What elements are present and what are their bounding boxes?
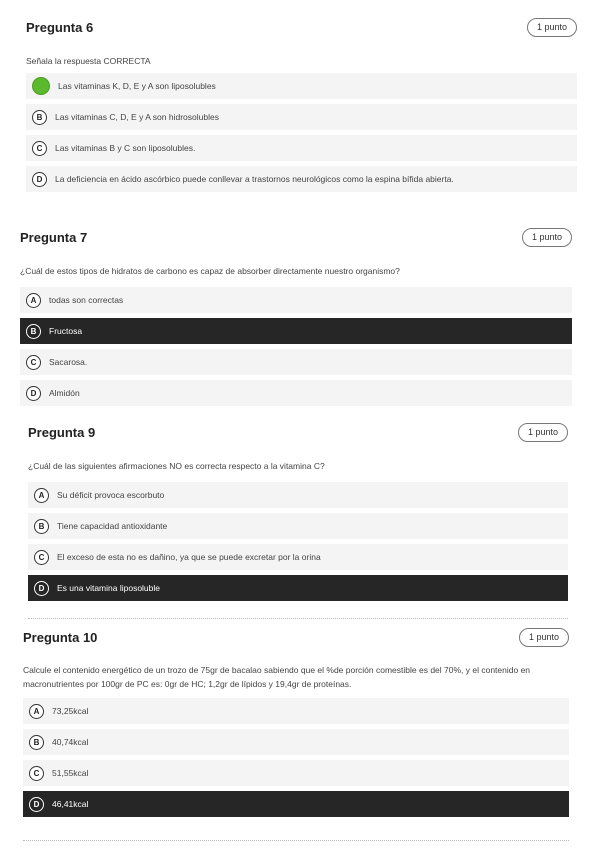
option-text: 51,55kcal <box>52 768 89 778</box>
option-letter-c-icon: C <box>29 766 44 781</box>
section-divider <box>23 840 569 841</box>
option-text: Las vitaminas B y C son liposolubles. <box>55 143 196 153</box>
option-c[interactable] <box>20 349 572 375</box>
question-7 <box>20 228 572 411</box>
option-b[interactable] <box>20 318 572 344</box>
question-prompt: ¿Cuál de las siguientes afirmaciones NO es correcta respecto a la vitamina C? <box>28 461 325 471</box>
question-prompt: Señala la respuesta CORRECTA <box>26 56 151 66</box>
question-6 <box>26 18 577 197</box>
option-d[interactable] <box>20 380 572 406</box>
option-b[interactable] <box>28 513 568 539</box>
question-header <box>20 228 572 252</box>
option-text: Las vitaminas C, D, E y A son hidrosolubles <box>55 112 219 122</box>
question-9 <box>28 423 568 606</box>
option-text: 40,74kcal <box>52 737 89 747</box>
option-text: Las vitaminas K, D, E y A son liposolubles <box>58 81 216 91</box>
option-letter-b-icon: B <box>34 519 49 534</box>
points-badge: 1 punto <box>518 423 568 442</box>
option-b[interactable] <box>23 729 569 755</box>
option-text: todas son correctas <box>49 295 124 305</box>
option-text: 46,41kcal <box>52 799 89 809</box>
option-a[interactable] <box>26 73 577 99</box>
question-header <box>26 18 577 42</box>
option-text: El exceso de esta no es dañino, ya que se puede excretar por la orina <box>57 552 321 562</box>
option-c[interactable] <box>28 544 568 570</box>
option-letter-c-icon: C <box>26 355 41 370</box>
option-a[interactable] <box>28 482 568 508</box>
option-letter-a-icon: A <box>34 488 49 503</box>
option-a[interactable] <box>23 698 569 724</box>
points-badge: 1 punto <box>522 228 572 247</box>
question-header <box>28 423 568 447</box>
option-d[interactable] <box>26 166 577 192</box>
points-badge: 1 punto <box>519 628 569 647</box>
option-text: Su déficit provoca escorbuto <box>57 490 165 500</box>
option-letter-d-icon: D <box>34 581 49 596</box>
option-text: Tiene capacidad antioxidante <box>57 521 168 531</box>
question-title: Pregunta 10 <box>23 630 98 645</box>
option-text: Fructosa <box>49 326 83 336</box>
option-letter-c-icon: C <box>34 550 49 565</box>
option-letter-d-icon: D <box>26 386 41 401</box>
option-letter-a-icon: A <box>29 704 44 719</box>
option-text: Sacarosa. <box>49 357 88 367</box>
correct-answer-icon <box>32 77 50 95</box>
question-title: Pregunta 7 <box>20 230 88 245</box>
option-a[interactable] <box>20 287 572 313</box>
option-text: Almidón <box>49 388 80 398</box>
question-prompt: ¿Cuál de estos tipos de hidratos de carbono es capaz de absorber directamente nuestro organismo? <box>20 266 400 276</box>
option-d[interactable] <box>23 791 569 817</box>
option-letter-b-icon: B <box>26 324 41 339</box>
option-letter-b-icon: B <box>29 735 44 750</box>
option-d[interactable] <box>28 575 568 601</box>
option-letter-d-icon: D <box>29 797 44 812</box>
option-c[interactable] <box>26 135 577 161</box>
question-header <box>23 628 569 652</box>
question-10 <box>23 628 569 822</box>
option-letter-c-icon: C <box>32 141 47 156</box>
option-letter-d-icon: D <box>32 172 47 187</box>
option-c[interactable] <box>23 760 569 786</box>
option-b[interactable] <box>26 104 577 130</box>
question-title: Pregunta 9 <box>28 425 96 440</box>
section-divider <box>28 618 568 619</box>
question-title: Pregunta 6 <box>26 20 94 35</box>
option-text: 73,25kcal <box>52 706 89 716</box>
option-text: La deficiencia en ácido ascórbico puede conllevar a trastornos neurológicos como la espina bífida abierta. <box>55 174 454 184</box>
option-letter-a-icon: A <box>26 293 41 308</box>
points-badge: 1 punto <box>527 18 577 37</box>
option-text: Es una vitamina liposoluble <box>57 583 161 593</box>
option-letter-b-icon: B <box>32 110 47 125</box>
question-prompt: Calcule el contenido energético de un trozo de 75gr de bacalao sabiendo que el %de porción comestible es del 70%, y el contenido en macronutrientes por 100gr de PC es: 0gr de HC; 1,2gr de lípidos y 19,4gr de proteínas. <box>23 665 531 689</box>
